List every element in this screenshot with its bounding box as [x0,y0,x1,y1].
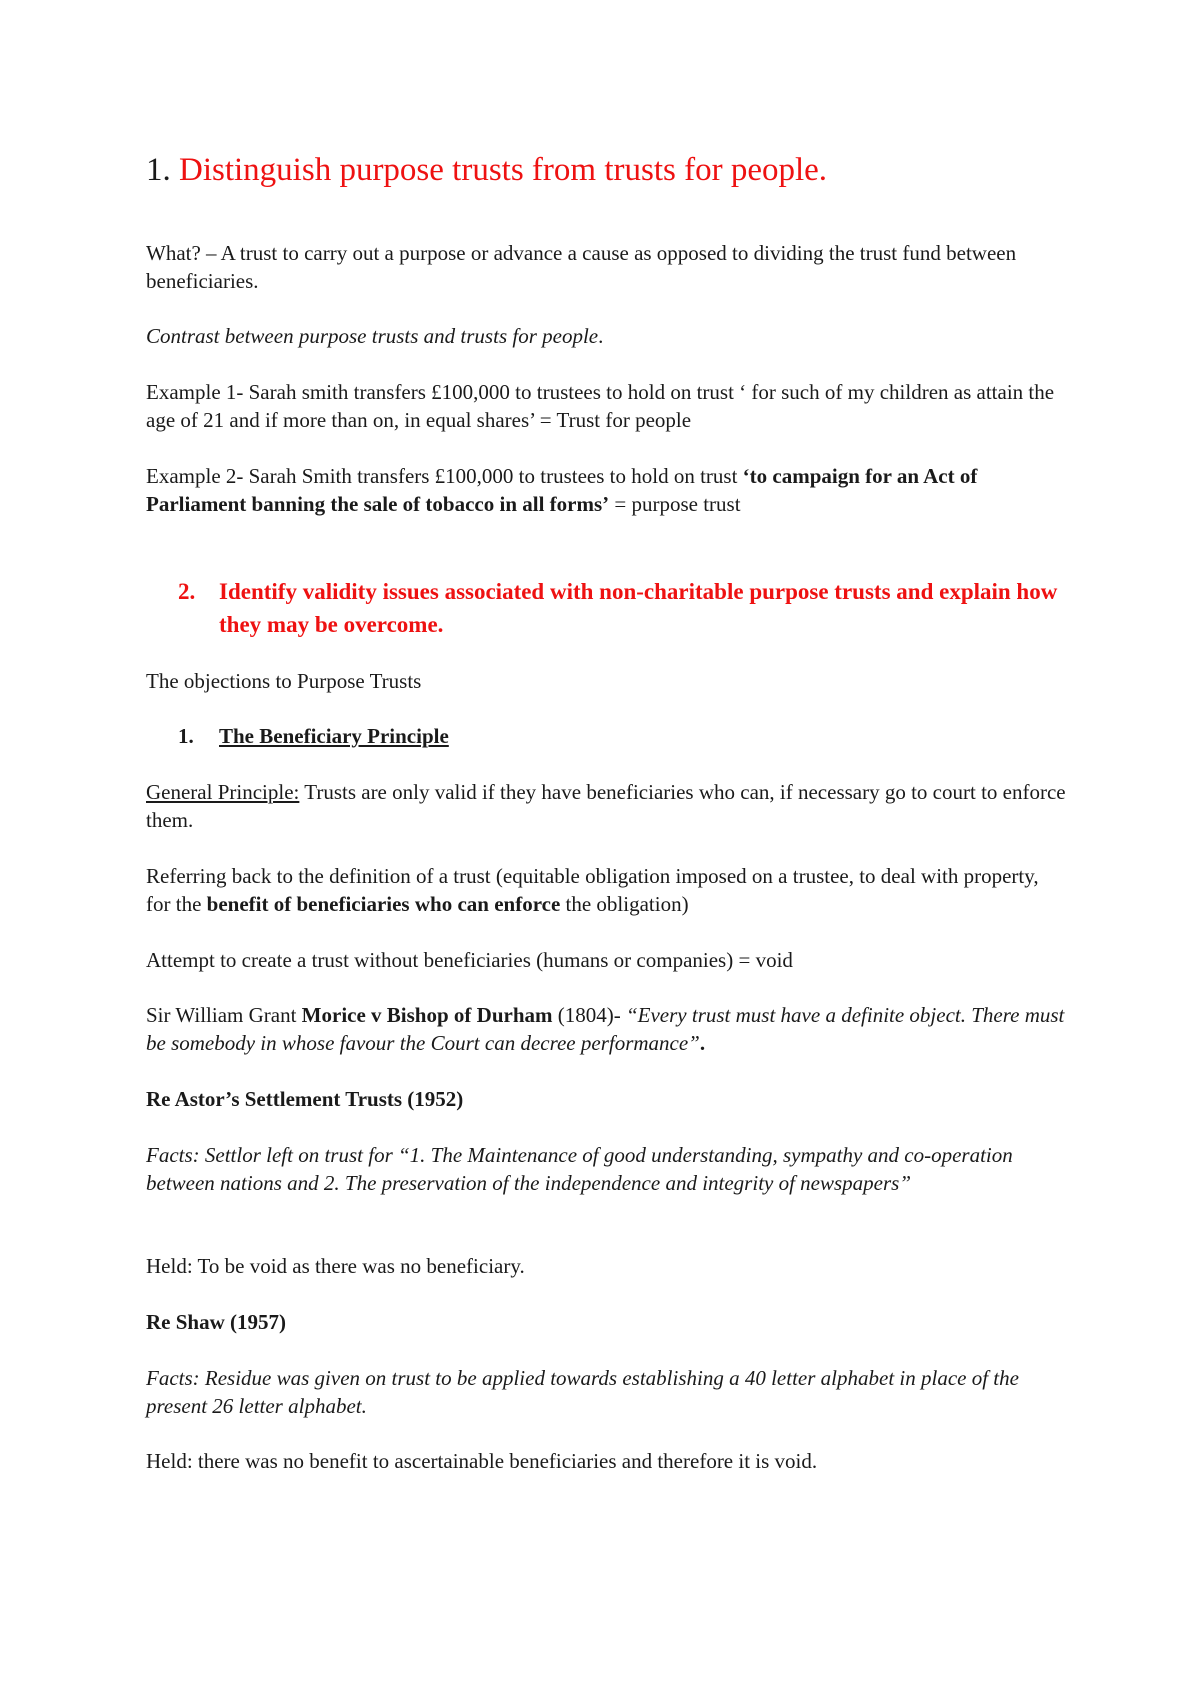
subheading-text: The Beneficiary Principle [219,724,449,748]
example-2-bold: ‘to campaign for an Act of Parliament banning the sale of tobacco in all forms’ [146,464,978,516]
general-principle-label: General Principle: [146,780,300,804]
contrast-period: . [598,324,604,348]
referring-paragraph [146,862,1066,918]
morice-judge: Sir William Grant [146,1003,302,1027]
heading-1 [146,150,1066,190]
contrast-text: Contrast between purpose trusts and trusts for people [146,324,599,348]
objections-paragraph: The objections to Purpose Trusts [146,669,422,693]
general-principle-paragraph [146,778,1066,834]
shaw-case-title: Re Shaw (1957) [146,1310,286,1334]
astor-held: Held: To be void as there was no beneficiary. [146,1254,525,1278]
what-paragraph: What? – A trust to carry out a purpose or advance a cause as opposed to dividing the trust fund between beneficiaries. [146,241,1017,293]
morice-period: . [699,1031,706,1055]
morice-case-name: Morice v Bishop of Durham [301,1003,553,1027]
morice-quote: “Every trust must have a definite object. There must be somebody in whose favour the Court can decree performance” [146,1003,1065,1055]
heading-2-number: 2. [178,579,196,604]
example-2-text: Example 2- Sarah Smith transfers £100,000 to trustees to hold on trust [146,464,743,488]
heading-2-text: Identify validity issues associated with non-charitable purpose trusts and explain how they may be overcome. [219,579,1058,637]
referring-bold: benefit of beneficiaries who can enforce [206,892,561,916]
astor-case-title: Re Astor’s Settlement Trusts (1952) [146,1087,464,1111]
referring-text: Referring back to the definition of a trust (equitable obligation imposed on a trustee, to deal with property, for the [146,864,1039,916]
subheading-number: 1. [178,724,194,748]
referring-end: the obligation) [560,892,689,916]
general-principle-text: Trusts are only valid if they have beneficiaries who can, if necessary go to court to enforce them. [146,780,1066,832]
shaw-held: Held: there was no benefit to ascertainable beneficiaries and therefore it is void. [146,1449,818,1473]
heading-1-text: Distinguish purpose trusts from trusts for people. [179,152,828,188]
example-2-paragraph [146,462,1066,518]
subheading-beneficiary-principle [146,722,1066,750]
astor-facts: Facts: Settlor left on trust for “1. The Maintenance of good understanding, sympathy and co-operation between nations and 2. The preservation of the independence and integrity of newspapers” [146,1143,1013,1195]
heading-1-number: 1. [146,152,171,188]
example-1-paragraph: Example 1- Sarah smith transfers £100,000 to trustees to hold on trust ‘ for such of my children as attain the age of 21 and if more than on, in equal shares’ = Trust for people [146,380,1055,432]
shaw-facts: Facts: Residue was given on trust to be applied towards establishing a 40 letter alphabet in place of the present 26 letter alphabet. [146,1366,1019,1418]
contrast-paragraph [146,322,1066,350]
attempt-paragraph: Attempt to create a trust without beneficiaries (humans or companies) = void [146,948,793,972]
morice-year: (1804)- [552,1003,626,1027]
heading-2 [146,575,1066,641]
morice-paragraph [146,1001,1066,1057]
example-2-result: = purpose trust [609,492,741,516]
